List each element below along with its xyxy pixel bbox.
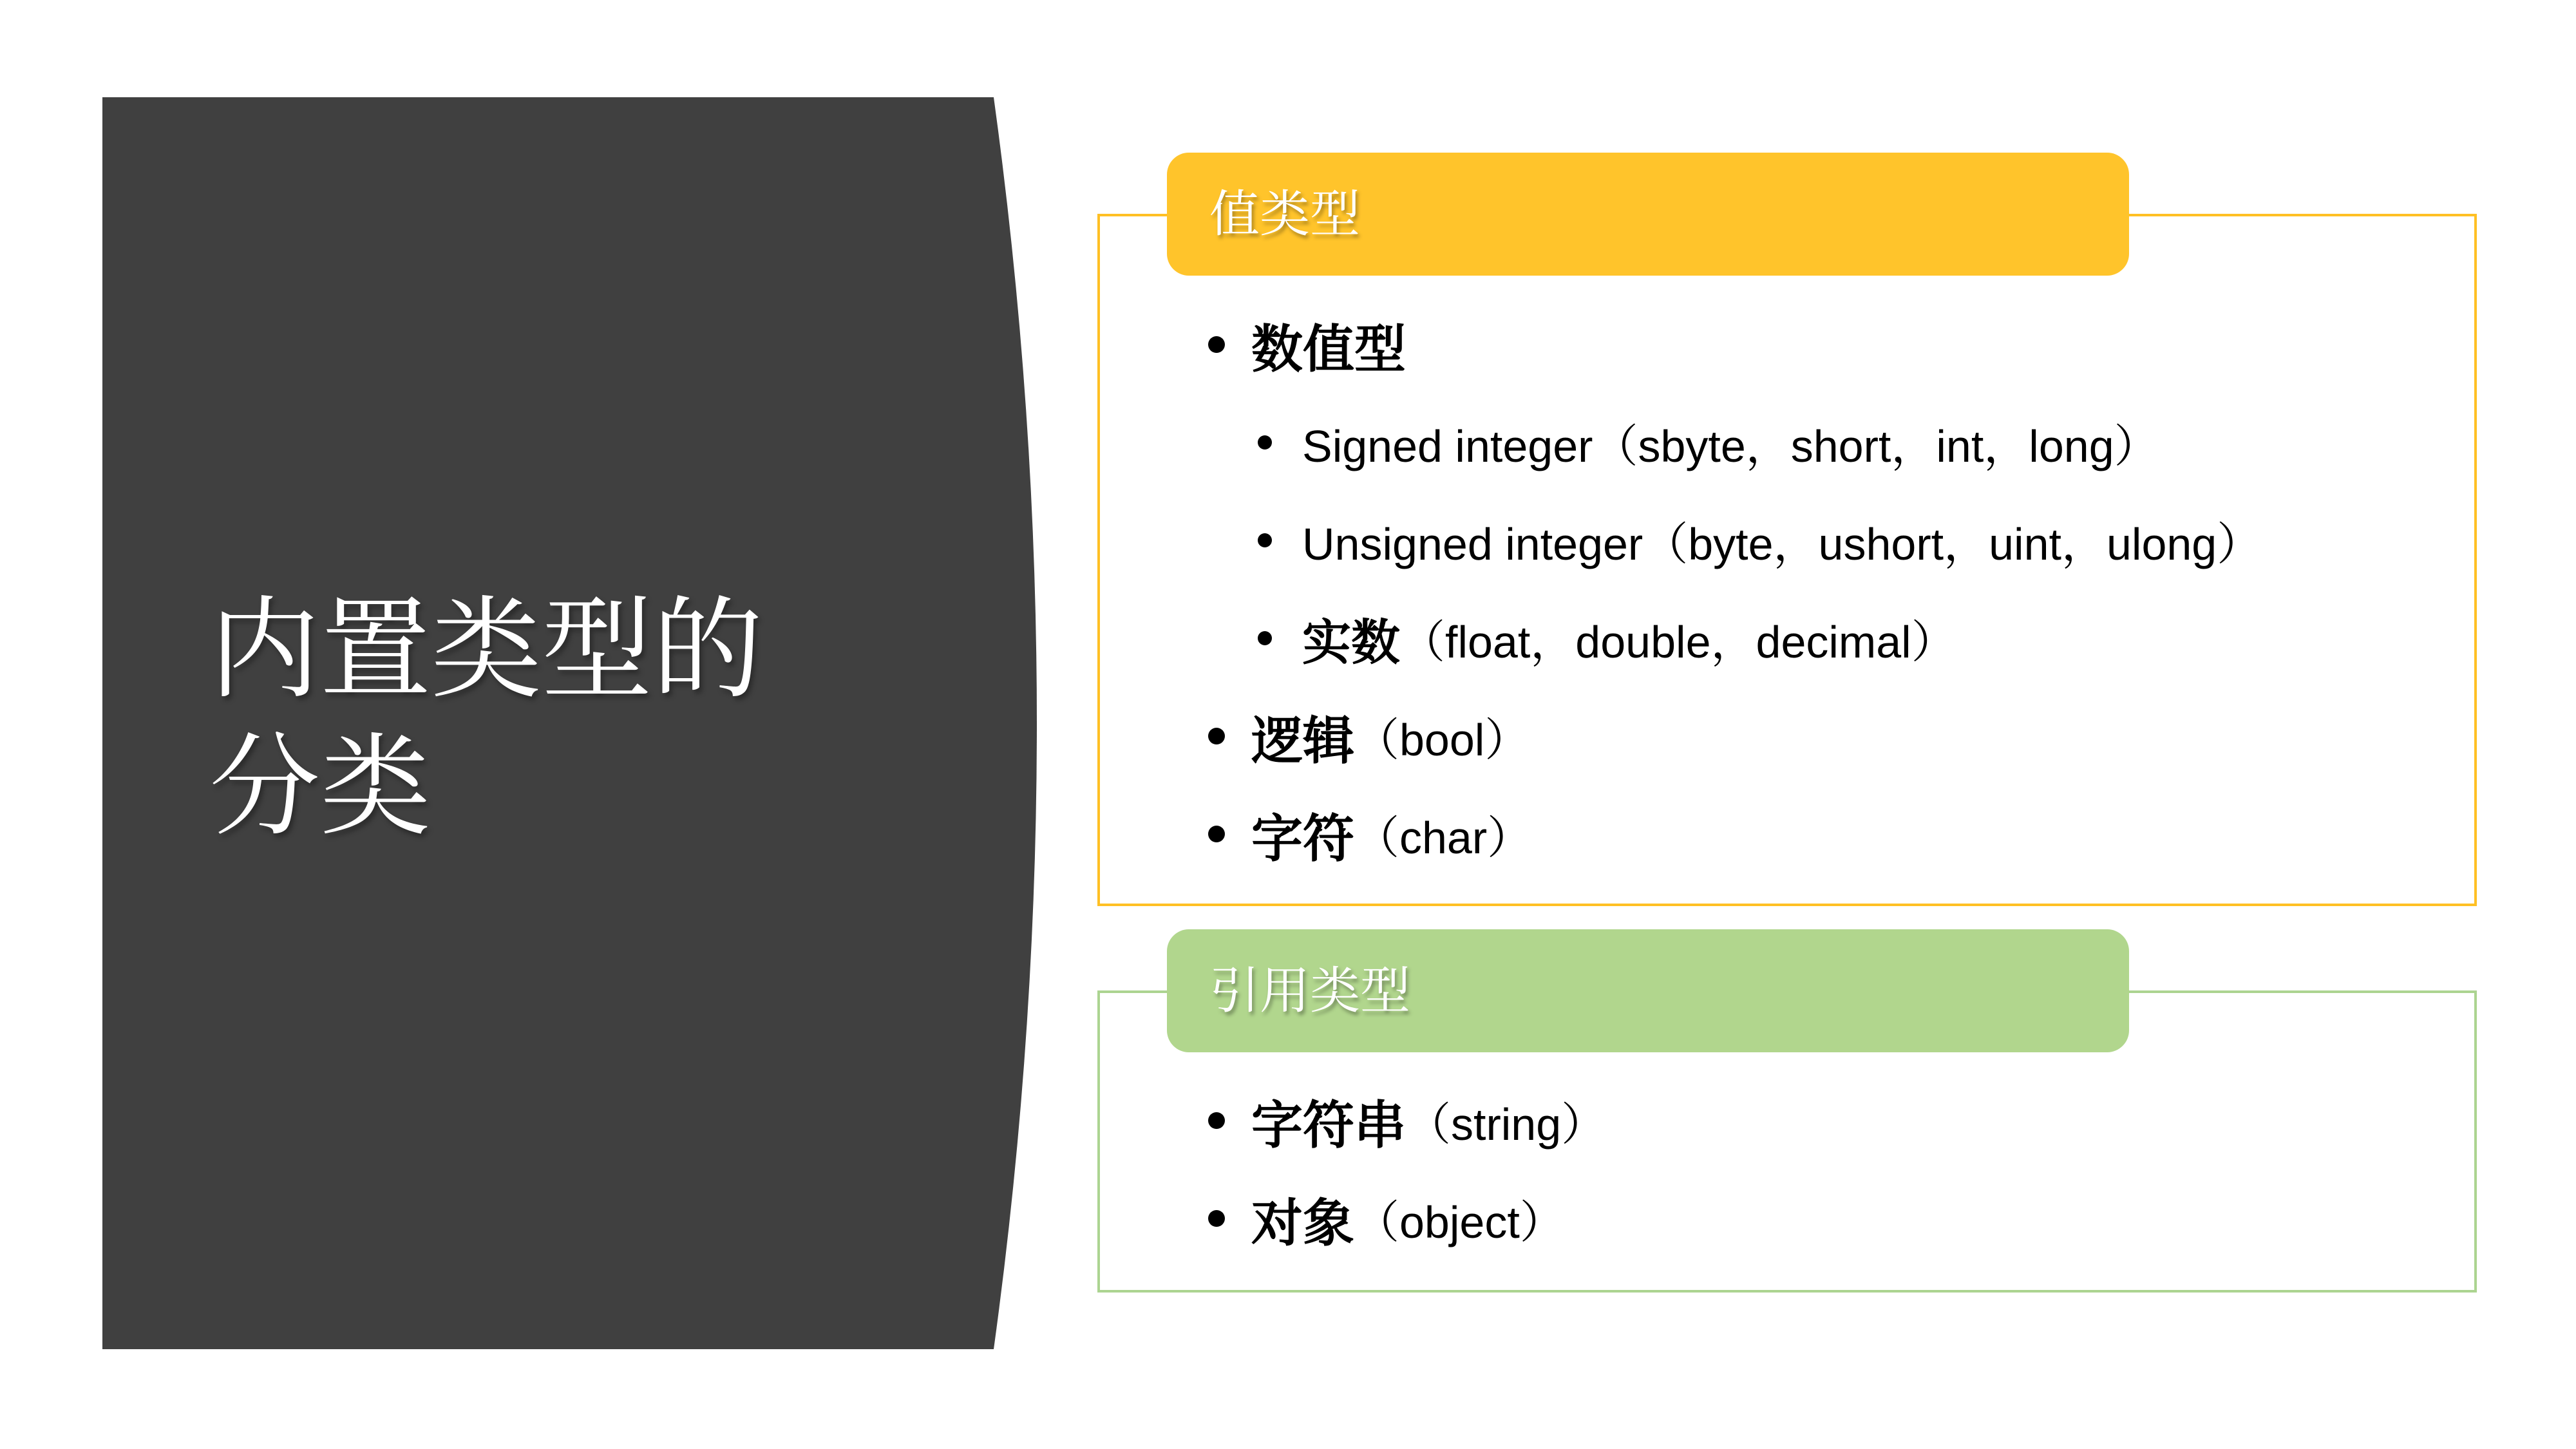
- list-item-numeric: [1208, 309, 1406, 380]
- item-text-rest: （char）: [1354, 812, 1533, 863]
- item-text-zh: 实数: [1302, 615, 1400, 670]
- bullet-icon: [1258, 533, 1272, 547]
- list-item-signed-integer: [1258, 407, 2159, 478]
- item-text-rest: （object）: [1354, 1197, 1565, 1247]
- list-item-unsigned-integer: [1258, 505, 2262, 576]
- bullet-icon: [1208, 336, 1225, 353]
- bullet-icon: [1208, 728, 1225, 744]
- bullet-icon: [1258, 435, 1272, 450]
- item-text-zh: 字符: [1251, 810, 1354, 867]
- item-text-rest: Signed integer（sbyte，short，int，long）: [1302, 421, 2159, 471]
- item-text-zh: 逻辑: [1251, 712, 1354, 770]
- bullet-icon: [1258, 631, 1272, 645]
- bullet-icon: [1208, 1210, 1225, 1227]
- slide-title: 内置类型的分类: [209, 588, 763, 849]
- value-type-header: 值类型: [1167, 153, 2129, 276]
- list-item-real-number: [1258, 603, 1956, 674]
- item-text-zh: 对象: [1251, 1194, 1354, 1252]
- item-text-rest: （string）: [1406, 1099, 1607, 1150]
- reference-type-header: 引用类型: [1167, 929, 2129, 1052]
- list-item-bool: [1208, 701, 1530, 772]
- item-text-zh: 字符串: [1251, 1096, 1406, 1154]
- list-item-char: [1208, 799, 1532, 869]
- item-text-rest: （float，double，decimal）: [1400, 616, 1956, 667]
- list-item-string: [1208, 1085, 1606, 1156]
- item-text-rest: （bool）: [1354, 714, 1530, 765]
- item-text-rest: Unsigned integer（byte，ushort，uint，ulong）: [1302, 518, 2262, 569]
- bullet-icon: [1208, 1112, 1225, 1129]
- item-text-zh: 数值型: [1251, 320, 1406, 378]
- list-item-object: [1208, 1183, 1565, 1254]
- bullet-icon: [1208, 826, 1225, 842]
